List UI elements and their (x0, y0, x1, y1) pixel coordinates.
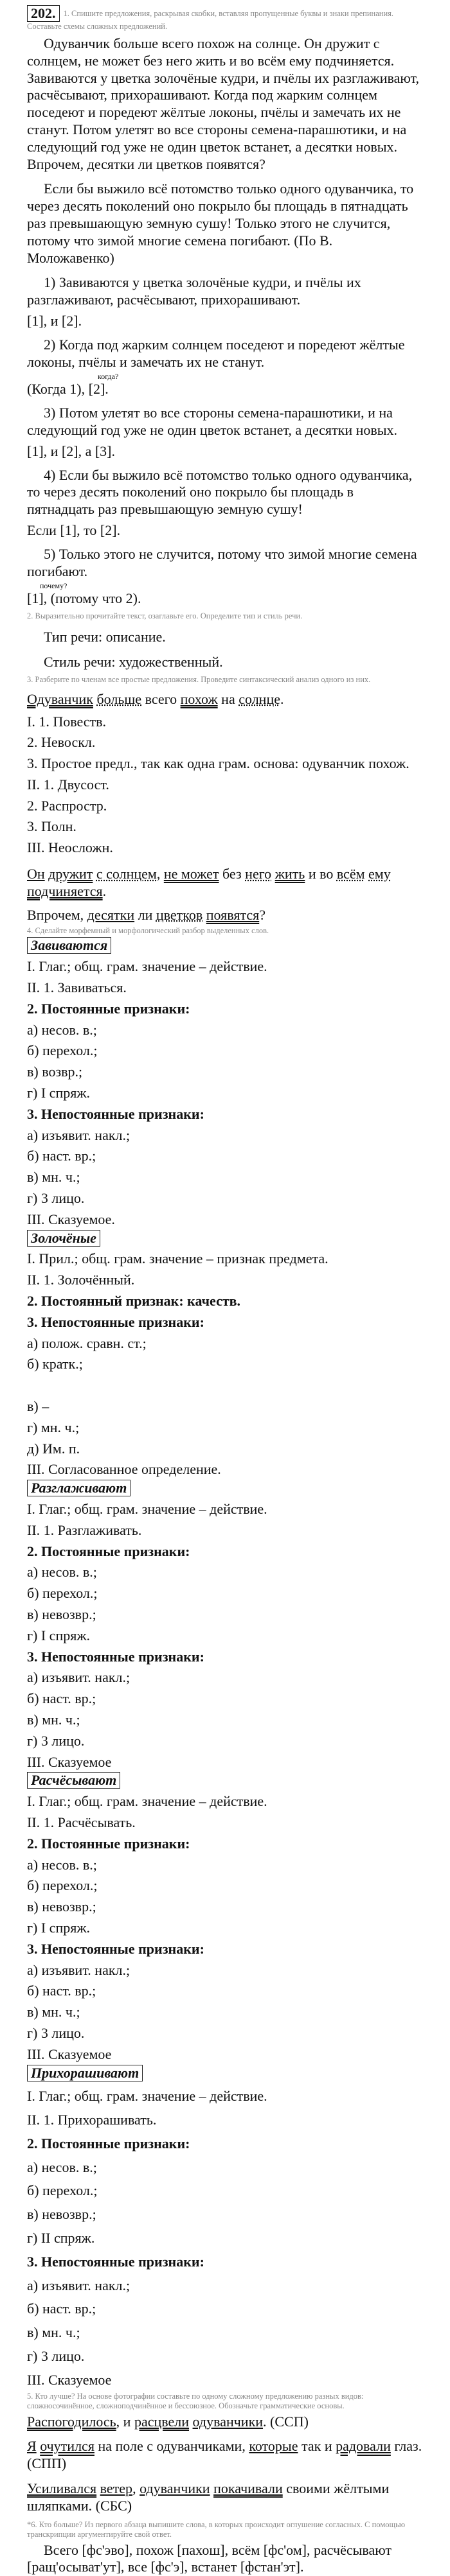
text-segment: так и (298, 2438, 336, 2455)
feature: б) перехол.; (27, 1585, 98, 1602)
feature: б) наст. вр.; (27, 2300, 96, 2317)
feature: а) изъявит. накл.; (27, 1961, 130, 1978)
nonconstant-features-heading: 3. Непостоянные признаки: (27, 2253, 204, 2270)
task-3-instruction: 3. Разберите по членам все простые предложения. Проведите синтаксический анализ одного из них. (27, 674, 371, 684)
analysis-item: II. 1. Двусост. (27, 776, 109, 793)
predicate: похож (180, 690, 218, 707)
analysis-item: 3. Простое предл., так как одна грам. основа: одуванчик похож. (27, 755, 410, 772)
feature: в) – (27, 1398, 50, 1414)
period: . (280, 690, 284, 707)
feature: г) 3 лицо. (27, 1190, 85, 1207)
example-ssp (27, 2414, 423, 2431)
constant-features-heading: 2. Постоянные признаки: (27, 1835, 190, 1852)
object: с солнцем (96, 866, 157, 882)
feature: б) перехол.; (27, 2182, 98, 2199)
feature: б) наст. вр.; (27, 1983, 96, 1999)
feature-gap (27, 1377, 423, 1394)
analysis-line: II. 1. Разглаживать. (27, 1521, 142, 1538)
constant-features-heading: 2. Постоянные признаки: (27, 1543, 190, 1559)
object-3: всём (336, 866, 365, 882)
word-heading: Золочёные (27, 1230, 100, 1247)
feature: д) Им. п. (27, 1440, 80, 1457)
predicate-3: жить (274, 866, 305, 882)
feature: в) мн. ч.; (27, 1169, 80, 1186)
predicate: Усиливался (27, 2480, 97, 2497)
task-number: 202. (27, 5, 60, 22)
feature: а) несов. в.; (27, 1021, 97, 1038)
sentence-1: 1) Завиваются у цветка золочёные кудри, и пчёлы их разглаживают, расчёсывают, прихорашивают. (27, 274, 361, 308)
feature: в) мн. ч.; (27, 2324, 80, 2341)
feature: г) 3 лицо. (27, 2024, 85, 2041)
feature: а) изъявит. накл.; (27, 2277, 130, 2293)
analysis-line: II. 1. Золочённый. (27, 1272, 135, 1288)
word-analysis-zolochenye (27, 1230, 423, 1479)
word-analysis-raschesyvayut (27, 1772, 423, 2063)
speech-style: Стиль речи: художественный. (44, 653, 223, 670)
analysis-line: I. Глаг.; общ. грам. значение – действие. (27, 1793, 267, 1810)
constant-features-heading: 2. Постоянные признаки: (27, 1000, 190, 1017)
feature: в) невозвр.; (27, 1898, 96, 1915)
period: . (102, 882, 107, 899)
syntactic-role: III. Сказуемое (27, 2371, 112, 2388)
predicate: дружит (48, 866, 93, 882)
task-6-instruction: *6. Кто больше? Из первого абзаца выпишите слова, в которых происходит оглушение согласных. С помощью транскрипции аргументируйте свой ответ. (27, 2519, 406, 2539)
feature: в) невозвр.; (27, 1606, 96, 1622)
subject: Одуванчик (27, 690, 93, 707)
sentence-5-scheme: [1], (потому что 2). (27, 590, 141, 607)
feature: г) I спряж. (27, 1919, 91, 1936)
sentence-3-scheme: [1], и [2], а [3]. (27, 442, 115, 459)
feature: а) полож. сравн. ст.; (27, 1335, 147, 1351)
subject-2: одуванчики (140, 2480, 210, 2497)
task-4-instruction: 4. Сделайте морфемный и морфологический разбор выделенных слов. (27, 926, 269, 936)
sentence-4-scheme: Если [1], то [2]. (27, 521, 121, 538)
analysis-line: I. Глаг.; общ. грам. значение – действие. (27, 958, 267, 975)
feature: б) кратк.; (27, 1356, 83, 1372)
feature: г) мн. ч.; (27, 1419, 80, 1435)
analysis-line: II. 1. Расчёсывать. (27, 1814, 136, 1830)
nonconstant-features-heading: 3. Непостоянные признаки: (27, 1313, 204, 1330)
predicate-2: не может (163, 866, 219, 882)
subject: Он (27, 866, 45, 882)
nonconstant-features-heading: 3. Непостоянные признаки: (27, 1940, 204, 1957)
feature: б) наст. вр.; (27, 1148, 96, 1164)
sentence-3: 3) Потом улетят во все стороны семена-парашютики, и на следующий год уже не один цветок встанет, а десятки новых. (27, 405, 398, 438)
feature: а) несов. в.; (27, 1856, 97, 1873)
analysis-item: III. Неосложн. (27, 839, 113, 856)
speech-type: Тип речи: описание. (44, 629, 166, 645)
subject: одуванчики (192, 2413, 264, 2430)
feature: б) перехол.; (27, 1877, 98, 1894)
feature: в) возвр.; (27, 1064, 83, 1080)
word-heading: Расчёсывают (27, 1772, 120, 1789)
analysis-line: II. 1. Завиваться. (27, 979, 127, 996)
sentence-5-question: почему? (40, 581, 68, 591)
source-text-paragraph-2: Если бы выжило всё потомство только одного одуванчика, то через десять поколений оно покрыло бы площадь в пятнадцать раз превышающую земную сушу! Только этого не случится, потому что зимой многие семена погибают. (По В. Моложавенко) (27, 180, 414, 266)
word-analysis-prihorashivayut (27, 2065, 423, 2389)
example-spp (27, 2438, 423, 2473)
word-heading: Разглаживают (27, 1480, 130, 1496)
task-5-instruction: 5. Кто лучше? На основе фотографии составьте по одному сложному предложению разных видов: сложносочинённое, сложноподчинённое и бессоюзное. Обозначьте грамматические основы. (27, 2391, 364, 2410)
text-segment: всего (141, 690, 181, 707)
word-analysis-razglazhivayut (27, 1480, 423, 1771)
predicate-2: расцвели (134, 2413, 190, 2430)
subject: десятки (87, 906, 135, 923)
object: цветков (156, 906, 203, 923)
text-segment: , и (116, 2413, 134, 2430)
analysis-line: I. Прил.; общ. грам. значение – признак предмета. (27, 1250, 328, 1267)
analysis-line: I. Глаг.; общ. грам. значение – действие. (27, 2088, 267, 2105)
object: солнце (239, 690, 280, 707)
comma: , (132, 2480, 140, 2497)
word-heading: Прихорашивают (27, 2065, 143, 2081)
text-segment: . (ССП) (263, 2413, 309, 2430)
analysis-sentence (27, 691, 423, 708)
analysis-item: 2. Невоскл. (27, 734, 96, 751)
object-4: ему (368, 866, 391, 882)
question-mark: ? (259, 906, 266, 923)
comma: , (156, 866, 164, 882)
feature: б) наст. вр.; (27, 1690, 96, 1707)
sentence-2: 2) Когда под жарким солнцем поседеют и поредеют жёлтые локоны, пчёлы и замечать их не станут. (27, 336, 405, 370)
sentence-2-question: когда? (98, 372, 119, 381)
syntactic-role: III. Сказуемое (27, 2046, 112, 2062)
analysis-sentence-3 (27, 907, 423, 924)
example-sbs (27, 2480, 423, 2515)
predicate-2: покачивали (213, 2480, 283, 2497)
transcription-line-1: Всего [фс'эво], похож [пахош], всём [фс'ом], расчёсывают (44, 2541, 392, 2558)
analysis-line: II. 1. Прихорашивать. (27, 2112, 157, 2128)
text-segment: без (219, 866, 246, 882)
predicate: появятся (206, 906, 260, 923)
feature: г) I спряж. (27, 1085, 91, 1101)
subject: ветер (100, 2480, 133, 2497)
word-heading: Завиваются (27, 937, 111, 954)
analysis-list (27, 714, 423, 857)
task-2-instruction: 2. Выразительно прочитайте текст, озаглавьте его. Определите тип и стиль речи. (27, 611, 303, 621)
sentence-5: 5) Только этого не случится, потому что зимой многие семена погибают. (27, 545, 417, 579)
feature: г) II спряж. (27, 2230, 95, 2247)
text-segment: на поле с одуванчиками, (94, 2438, 249, 2455)
feature: а) изъявит. накл.; (27, 1669, 130, 1686)
constant-feature: 2. Постоянный признак: качеств. (27, 1293, 241, 1310)
feature: а) несов. в.; (27, 1564, 97, 1581)
sentence-4: 4) Если бы выжило всё потомство только одного одуванчика, то через десять поколений оно покрыло бы площадь в пятнадцать раз превышающую земную сушу! (27, 466, 413, 518)
feature: а) несов. в.; (27, 2159, 97, 2175)
text-segment: Впрочем, (27, 906, 87, 923)
syntactic-role: III. Сказуемое. (27, 1211, 115, 1227)
circumstance: больше (96, 690, 142, 707)
feature: г) I спряж. (27, 1627, 91, 1643)
syntactic-role: III. Сказуемое (27, 1753, 112, 1770)
constant-features-heading: 2. Постоянные признаки: (27, 2135, 190, 2151)
predicate-4: подчиняется (27, 882, 103, 899)
transcription-line-2: [ращ'осыват'ут], все [фс'э], встанет [фстан'эт]. (27, 2559, 304, 2575)
source-text-paragraph-1: Одуванчик больше всего похож на солнце. Он дружит с солнцем, не может без него жить и во всём ему подчиняется. Завиваются у цветка золочёные кудри, и пчёлы их разглаживают, расчёсывают, прихорашивают. Когда под жарким солнцем поседеют и поредеют жёлтые локоны, пчёлы и замечать их не станут. Потом улетят во все стороны семена-парашютики, и на следующий год уже не один цветок встанет, а десятки новых. Впрочем, десятки ли цветков появятся? (27, 35, 419, 172)
syntactic-role: III. Согласованное определение. (27, 1461, 221, 1478)
sentence-1-scheme: [1], и [2]. (27, 312, 82, 329)
subject-2: которые (249, 2438, 298, 2455)
nonconstant-features-heading: 3. Непостоянные признаки: (27, 1105, 204, 1122)
task-instruction-text: 1. Спишите предложения, раскрывая скобки, вставляя пропущенные буквы и знаки препинания. Составьте схемы сложных предложений. (27, 9, 394, 31)
feature: г) 3 лицо. (27, 2348, 85, 2365)
object-2: него (245, 866, 272, 882)
feature: б) перехол.; (27, 1042, 98, 1059)
analysis-item: 3. Полн. (27, 818, 76, 835)
subject: Я (27, 2438, 37, 2455)
feature: в) мн. ч.; (27, 1711, 80, 1728)
sentence-2-scheme: (Когда 1), [2]. (27, 381, 109, 398)
analysis-sentence-2 (27, 866, 423, 900)
analysis-item: 2. Распростр. (27, 797, 107, 814)
analysis-item: I. 1. Повеств. (27, 713, 107, 730)
nonconstant-features-heading: 3. Непостоянные признаки: (27, 1648, 204, 1665)
task-202-instruction (27, 5, 423, 31)
predicate: Распогодилось (27, 2413, 116, 2430)
feature: в) невозвр.; (27, 2206, 96, 2223)
feature: г) 3 лицо. (27, 1732, 85, 1749)
text-segment: своими жёлтыми шляпками. (СБС) (27, 2480, 390, 2514)
text-segment: и во (305, 866, 337, 882)
text-segment: на (217, 690, 239, 707)
text-segment: ли (134, 906, 156, 923)
predicate: очутился (40, 2438, 94, 2455)
word-analysis-zavivayutsya (27, 937, 423, 1228)
text-segment: глаз. (СПП) (27, 2438, 422, 2472)
analysis-line: I. Глаг.; общ. грам. значение – действие. (27, 1500, 267, 1517)
predicate-2: радовали (336, 2438, 391, 2455)
feature: а) изъявит. накл.; (27, 1126, 130, 1143)
feature: в) мн. ч.; (27, 2004, 80, 2020)
